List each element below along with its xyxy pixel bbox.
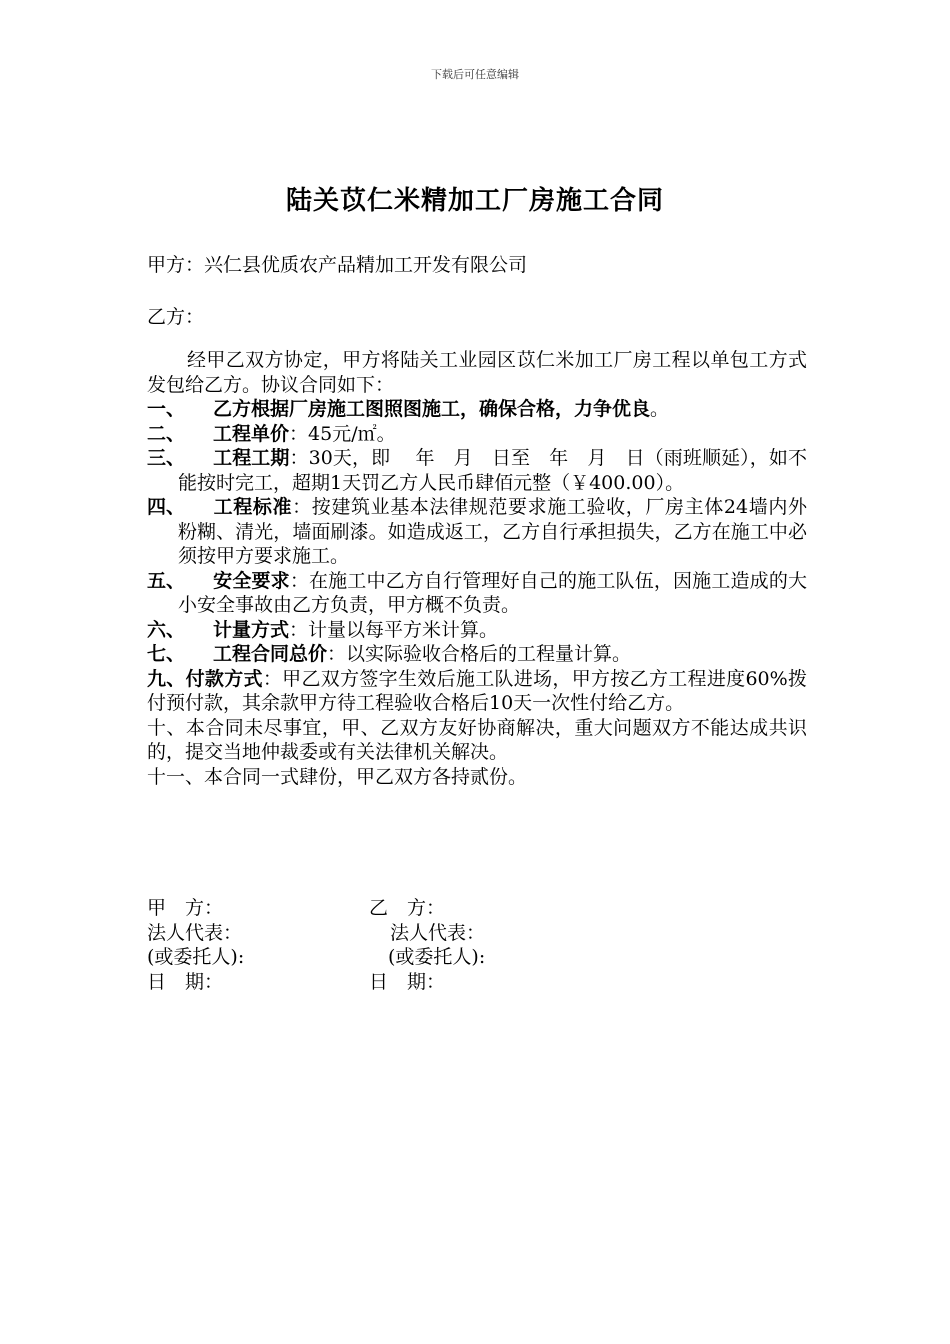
clause-text: ：30天，即 年 月 日至 年 月 日（雨班顺延），如不能按时完工，超期1天罚乙方人民币肆佰元整（￥400.00）。: [178, 447, 807, 494]
signature-row-party: [147, 896, 807, 921]
clause-3: [147, 446, 807, 495]
clause-4: [147, 495, 807, 569]
clause-1: [147, 397, 807, 422]
contract-body: [147, 348, 807, 789]
clause-label: 工程合同总价: [213, 643, 328, 665]
header-note: 下载后可任意编辑: [431, 68, 519, 81]
party-a-agent-label: (或委托人):: [147, 946, 245, 968]
party-a-line: 甲方：兴仁县优质农产品精加工开发有限公司: [147, 254, 528, 276]
clause-number: 二、: [147, 422, 186, 445]
clause-number: 四、: [147, 496, 186, 518]
clause-text: ：计量以每平方米计算。: [289, 618, 499, 641]
clause-number: 五、: [147, 569, 186, 592]
clause-9: [147, 667, 807, 716]
clause-text: ：以实际验收合格后的工程量计算。: [327, 643, 632, 665]
clause-text: ：在施工中乙方自行管理好自己的施工队伍，因施工造成的大小安全事故由乙方负责，甲方概不负责。: [178, 569, 807, 616]
signature-row-agent: [147, 945, 807, 970]
party-b-agent-label: (或委托人):: [388, 946, 486, 968]
clause-label: 工程工期: [213, 447, 290, 469]
clause-number: 一、: [147, 398, 186, 420]
party-b-signature-label: 乙 方：: [369, 897, 446, 919]
clause-6: [147, 618, 807, 643]
clause-10: 十、本合同未尽事宜，甲、乙双方友好协商解决，重大问题双方不能达成共识的，提交当地仲裁委或有关法律机关解决。: [147, 716, 807, 763]
clause-text: ：按建筑业基本法律规范要求施工验收，厂房主体24墙内外粉糊、清光，墙面刷漆。如造成返工，乙方自行承担损失，乙方在施工中必须按甲方要求施工。: [178, 496, 807, 567]
party-a-date-label: 日 期：: [147, 970, 224, 993]
signature-row-rep: [147, 921, 807, 946]
clause-label: 计量方式: [213, 618, 290, 641]
clause-7: [147, 642, 807, 667]
party-a-rep-label: 法人代表：: [147, 921, 243, 944]
signature-block: [147, 896, 807, 994]
clause-label: 乙方根据厂房施工图照图施工，确保合格，力争优良: [213, 398, 651, 420]
clause-5: [147, 569, 807, 618]
intro-paragraph: 经甲乙双方协定，甲方将陆关工业园区苡仁米加工厂房工程以单包工方式发包给乙方。协议合同如下：: [147, 349, 807, 396]
clause-2: [147, 422, 807, 447]
clause-text: ：甲乙双方签字生效后施工队进场，甲方按乙方工程进度60%拨付预付款，其余款甲方待工程验收合格后10天一次性付给乙方。: [147, 667, 807, 714]
clause-text: 。: [650, 398, 670, 420]
clause-label: 工程标准: [213, 496, 293, 518]
clause-label: 安全要求: [213, 569, 290, 592]
party-b-line: 乙方：: [147, 306, 205, 328]
party-a-signature-label: 甲 方：: [147, 897, 224, 919]
clause-label: 九、付款方式: [147, 667, 263, 690]
clause-number: 三、: [147, 447, 186, 469]
clause-number: 六、: [147, 618, 186, 641]
party-b-rep-label: 法人代表：: [390, 921, 486, 944]
clause-11: 十一、本合同一式肆份，甲乙双方各持贰份。: [147, 765, 528, 788]
clause-label: 工程单价: [213, 422, 290, 445]
clause-number: 七、: [147, 643, 186, 665]
clause-text: ：45元/㎡。: [289, 422, 396, 445]
party-b-date-label: 日 期：: [369, 970, 446, 993]
document-title: 陆关苡仁米精加工厂房施工合同: [285, 186, 664, 216]
signature-row-date: [147, 970, 807, 995]
